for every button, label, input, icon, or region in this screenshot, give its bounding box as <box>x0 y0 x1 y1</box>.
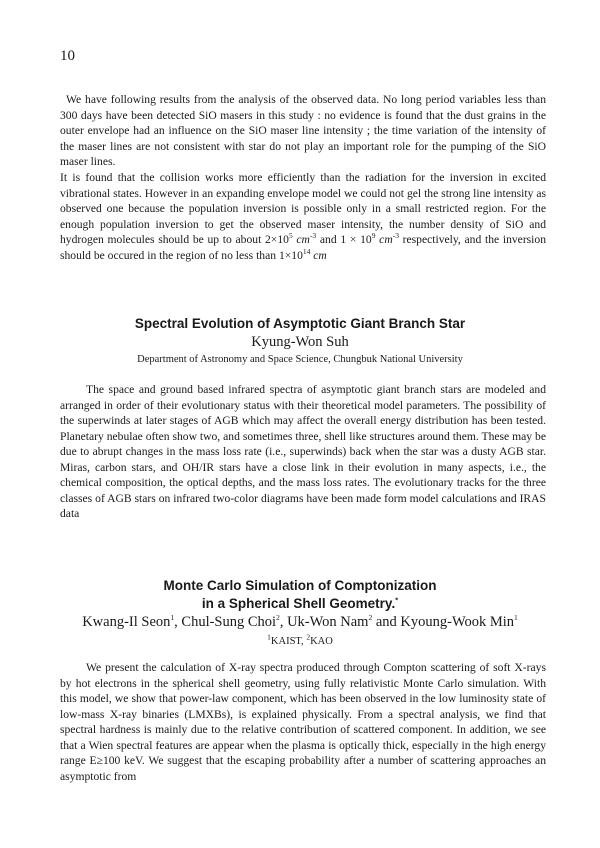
article-author: Kyung-Won Suh <box>251 334 349 350</box>
results-paragraph: We have following results from the analysis of the observed data. No long period variables less than 300 days have been detected SiO masers in this study : no evidence is found that the dust grains in the outer envelope had an influence on the SiO maser line intensity ; the time variation of the intensity of the maser lines are not consistent with star do not play an important role for the pumping of the SiO maser lines. <box>60 93 546 168</box>
collision-text-a: It is found that the collision works more efficiently than the radiation for the inversion in excited vibrational states. However in an expanding envelope model we could not gel the strong line intensity as observed one because the population inversion is possible only in a small restricted region. For the enough population inversion to get the observed maser intensity, the number density of SiO and hydrogen molecules should be up to about 2×10 <box>60 171 546 246</box>
exponent: 5 <box>288 231 293 241</box>
affil-mark: 1 <box>267 632 271 642</box>
article-title <box>0 578 600 593</box>
author-separator: , <box>279 614 288 630</box>
unit-cm: cm <box>296 233 310 246</box>
collision-text-b: and 1 × 10 <box>316 233 372 246</box>
collision-text-c: respectively, and the inversion should be occured in the region of no less than 1×10 <box>60 233 547 262</box>
author-affil-mark: 2 <box>276 613 280 623</box>
exponent: 9 <box>371 231 376 241</box>
collision-paragraph <box>60 170 546 263</box>
author-affil-mark: 1 <box>514 613 518 623</box>
exponent: -3 <box>392 231 399 241</box>
article-affiliations <box>0 632 600 647</box>
article-authors <box>0 614 600 631</box>
article-abstract: The space and ground based infrared spectra of asymptotic giant branch stars are modeled and arranged in order of their evolutionary status with their theoretical model parameters. The possibility of the superwinds at later stages of AGB which may affect the overall energy distribution has been tested. Planetary nebulae often show two, and sometimes three, shell like structures around them. These may be due to abrupt changes in the mass loss rate (i.e., superwinds) back when the star was a dusty AGB star. Miras, carbon stars, and OH/IR stars have a close link in their evolution in many aspects, i.e., the chemical composition, the optical depths, and the mass loss rates. The evolutionary tracks for the three classes of AGB stars on infrared two-color diagrams have been made form model calculations and IRAS data <box>60 383 546 520</box>
page-number: 10 <box>60 48 75 64</box>
author-name: Uk-Won Nam <box>287 614 369 630</box>
title-line-2: in a Spherical Shell Geometry. <box>201 596 396 611</box>
author-name: Kwang-Il Seon <box>82 614 171 630</box>
unit-cm: cm <box>313 248 327 262</box>
affiliation-kao: KAO <box>310 636 333 647</box>
unit-cm: cm <box>379 233 393 246</box>
author-affil-mark: 1 <box>170 613 175 623</box>
author-name: Kyoung-Wook Min <box>400 614 515 630</box>
footnote-mark: * <box>395 595 399 605</box>
affiliation-kaist: KAIST, <box>270 636 307 647</box>
article-title <box>0 596 600 611</box>
exponent: 14 <box>302 246 311 256</box>
exponent: -3 <box>309 231 317 241</box>
article-abstract: We present the calculation of X-ray spectra produced through Compton scattering of soft X-rays by hot electrons in the spherical shell geometry, using fully relativistic Monte Carlo simulation. With this model, we show that power-law component, which has been observed in the low luminosity state of low-mass X-ray binaries (LMXBs), is explained physically. From a spectral analysis, we find that spectral hardness is mainly due to the relative contribution of scattered component. In addition, we see that a Wien spectral features are appear when the plasma is optically thick, especially in the high energy range E≥100 keV. We suggest that the escaping probability after a number of scattering approaches an asymptotic from <box>60 661 546 783</box>
author-name: Chul-Sung Choi <box>181 614 277 630</box>
article-affiliation: Department of Astronomy and Space Science, Chungbuk National University <box>137 354 463 365</box>
author-affil-mark: 2 <box>368 613 373 623</box>
affil-mark: 2 <box>306 632 311 642</box>
author-separator: , <box>174 614 182 630</box>
author-separator: and <box>372 614 401 630</box>
article-title: Spectral Evolution of Asymptotic Giant Branch Star <box>134 316 466 331</box>
title-line-1: Monte Carlo Simulation of Comptonization <box>163 578 437 593</box>
